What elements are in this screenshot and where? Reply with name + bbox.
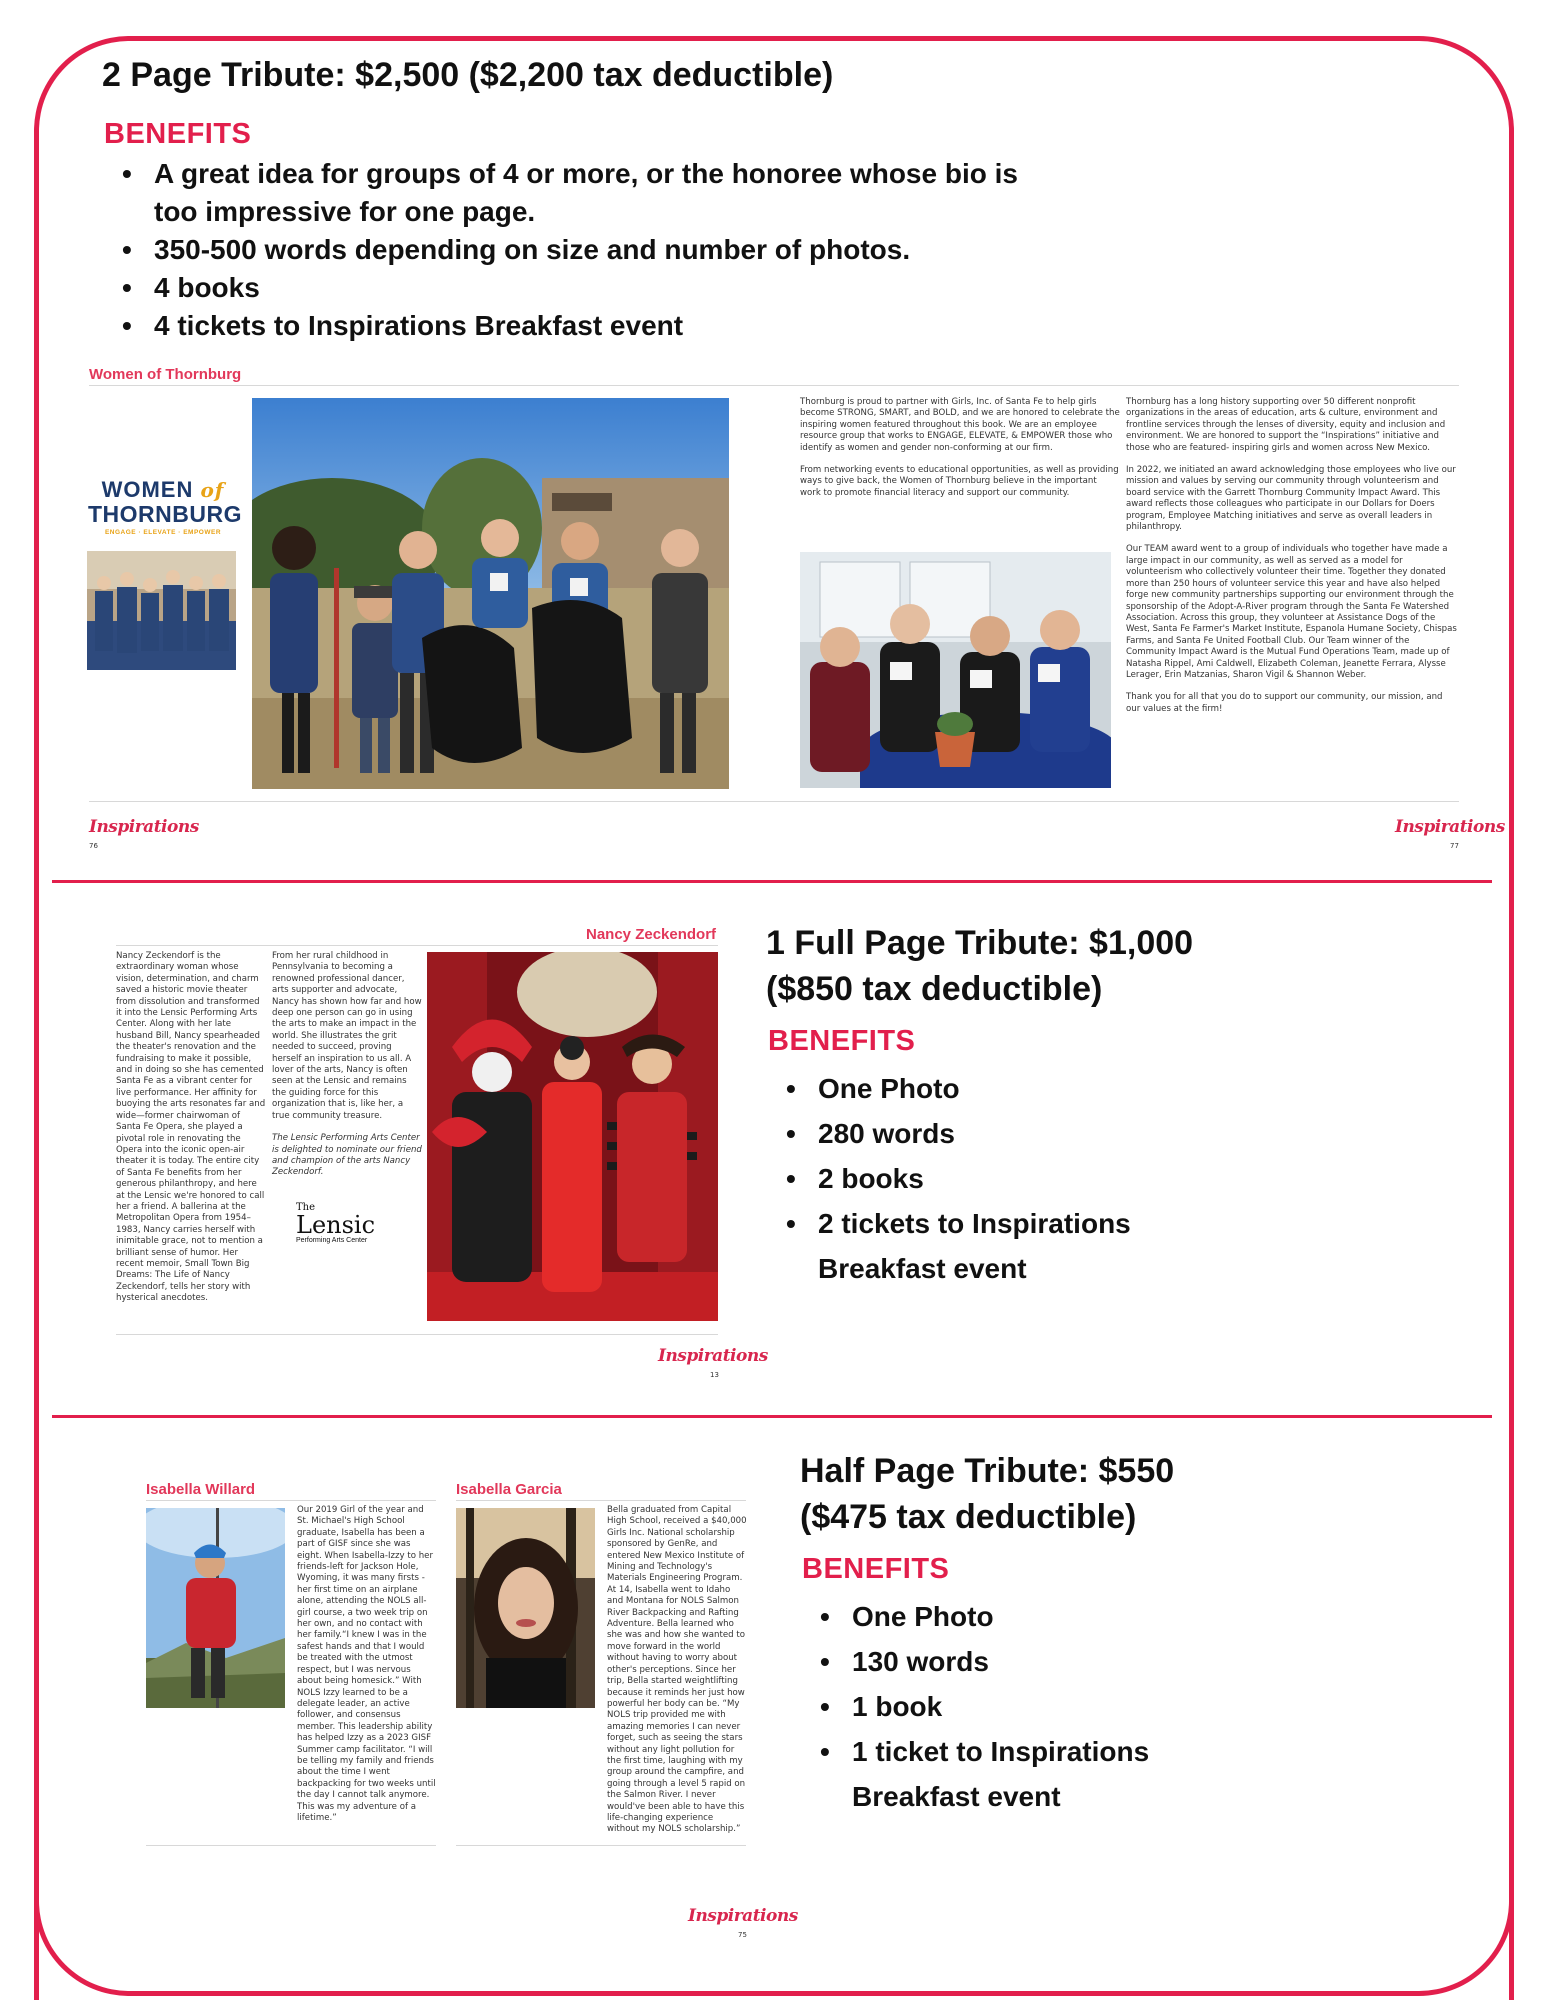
spread-top-rule [146,1500,436,1501]
inspirations-logo: Inspirations [1395,817,1505,837]
benefit-item: • 1 book [816,1684,1196,1729]
tribute-text-left: Our 2019 Girl of the year and St. Michael's High School graduate, Isabella has been a part of GISF since she was eight. When Isabella-Izzy to her friends-left for Jackson Hole, Wyoming, it was many firsts - her first time on an airplane alone, attending the NOLS all-girl course, a two week trip on her own, and no contact with her family.“I knew I was in the safest hands and that I would be treated with the utmost respect, but I was nervous about being homesick.” With NOLS Izzy learned to be a delegate leader, an active follower, and consensus member. This leadership ability has helped Izzy as a 2023 GISF Summer camp facilitator. “I will be telling my family and friends about the time I went backpacking for two weeks until the day I cannot talk anymore. This was my adventure of a lifetime.” [297,1505,436,1823]
tier-full-benefits-list [782,1066,1162,1291]
spread-top-rule [116,945,718,946]
tier-full-title: 1 Full Page Tribute: $1,000 ($850 tax deductible) [766,924,1194,1008]
spread-bottom-rule [146,1845,436,1846]
section-divider [52,880,1492,883]
benefit-item: • 280 words [782,1111,1162,1156]
tier-full-benefits-heading: BENEFITS [768,1025,916,1057]
lensic-logo: The Lensic Performing Arts Center [296,1202,376,1244]
benefit-item: • 1 ticket to Inspirations Breakfast event [816,1729,1196,1819]
benefit-item: • 4 books [118,269,1018,307]
group-photo-small [87,551,236,670]
spread-bottom-rule [456,1845,746,1846]
spread-bottom-rule [89,801,1459,802]
tribute-col2-text: From her rural childhood in Pennsylvania to becoming a renowned professional dancer, arts supporter and advocate, Nancy has shown how far and how deep one person can go in using the arts to make an impact in the world. She illustrates the grit needed to succeed, proving herself an inspiration to us all. A lover of the arts, Nancy is often seen at the Lensic and remains the guiding force for this organization that is, like her, a true community treasure. The Lensic Performing Arts Center is delighted to nominate our friend and champion of the arts Nancy Zeckendorf. [272,951,422,1178]
page-frame-bottom [34,1800,1514,1996]
honoree-name-left: Isabella Willard [146,1481,256,1498]
tier-half-title: Half Page Tribute: $550 ($475 tax deductible) [800,1452,1175,1536]
spread-top-rule [89,385,1459,386]
tier-half-benefits-heading: BENEFITS [802,1553,950,1585]
volunteer-cleanup-photo [252,398,729,789]
benefit-item: • A great idea for groups of 4 or more, or the honoree whose bio is too impressive for one page. [118,155,1018,231]
section-divider [52,1415,1492,1418]
women-of-thornburg-logo: WOMEN of THORNBURG ENGAGE · ELEVATE · EMPOWER [88,477,242,536]
benefit-item: • 2 tickets to Inspirations Breakfast event [782,1201,1162,1291]
page-number: 13 [710,1371,719,1379]
honoree-photo-left [146,1508,285,1708]
page-number-left: 76 [89,842,98,850]
benefit-item: • 4 tickets to Inspirations Breakfast event [118,307,1018,345]
tier-2page-benefits-heading: BENEFITS [104,118,252,150]
page-number: 75 [738,1931,747,1939]
benefit-item: • 2 books [782,1156,1162,1201]
tier-half-benefits-list [816,1594,1196,1819]
inspirations-logo: Inspirations [89,817,199,837]
spread-right-col1-text: Thornburg is proud to partner with Girls, Inc. of Santa Fe to help girls become STRONG, SMART, and BOLD, and we are honored to celebrate the inspiring women featured throughout this book. We are an employee resource group that works to ENGAGE, ELEVATE, & EMPOWER those who identify as women and gender non-conforming at our firm. From networking events to educational opportunities, as well as providing ways to give back, the Women of Thornburg believe in the important work to promote financial literacy and support our community. [800,397,1120,498]
spread-section-label: Women of Thornburg [89,366,242,383]
benefit-item: • One Photo [816,1594,1196,1639]
spread-bottom-rule [116,1334,718,1335]
benefit-item: • 350-500 words depending on size and number of photos. [118,231,1018,269]
benefit-item: • One Photo [782,1066,1162,1111]
spread-right-col2-text: Thornburg has a long history supporting over 50 different nonprofit organizations in the areas of education, arts & culture, environment and frontline services through the lenses of diversity, equity and inclusion and environment. We are honored to support the “Inspirations” initiative and those who are featured- inspiring girls and women across New Mexico. In 2022, we initiated an award acknowledging those employees who live our mission and values by serving our community through volunteerism and board service with the Garrett Thornburg Community Impact Award. This award reflects those colleagues who participate in our Dollars for Doers program, Employee Matching initiatives and serve as overall leaders in philanthropy. Our TEAM award went to a group of individuals who together have made a large impact in our community, as well as served as a model for volunteerism who collectively volunteer their time. Together they donated more than 250 hours of volunteer service this year and have also helped forge new community partnerships supporting our environment through the sponsorship of the Adopt-A-River program through the Santa Fe Watershed Association. Across this group, they volunteer at Assistance Dogs of the West, Santa Fe Farmer's Market Institute, Espanola Humane Society, Chispas Farms, and Santa Fe United Football Club. Our Team winner of the Community Impact Award is the Mutual Fund Operations Team, made up of Natasha Rippel, Ami Caldwell, Elizabeth Coleman, Jeanette Ferrara, Alysse Lerager, Erin Matzanias, Sharon Vigil & Shannon Weber. Thank you for all that you do to support our community, our mission, and our values at the firm! [1126,397,1457,714]
tier-2page-title: 2 Page Tribute: $2,500 ($2,200 tax deductible) [102,56,834,94]
inspirations-logo: Inspirations [658,1346,768,1366]
tribute-col1-text: Nancy Zeckendorf is the extraordinary woman whose vision, determination, and charm saved a historic movie theater from dissolution and transformed it into the Lensic Performing Arts Center. Along with her late husband Bill, Nancy spearheaded the theater's renovation and the fundraising to make it possible, and in doing so she has cemented Santa Fe as a vibrant center for live performance. Her affinity for buoying the arts resonates far and wide—former chairwoman of Santa Fe Opera, she played a pivotal role in renovating the Opera into the iconic open-air theater it is today. The entire city of Santa Fe benefits from her generous philanthropy, and here at the Lensic we're honored to call her a friend. A ballerina at the Metropolitan Opera from 1954–1983, Nancy carries herself with inimitable grace, not to mention a brilliant sense of humor. Her recent memoir, Small Town Big Dreams: The Life of Nancy Zeckendorf, tells her story with hysterical anecdotes. [116,951,266,1304]
tribute-text-right: Bella graduated from Capital High School, received a $40,000 Girls Inc. National scholarship sponsored by GenRe, and entered New Mexico Institute of Mining and Technology's Materials Engineering Program. At 14, Isabella went to Idaho and Montana for NOLS Salmon River Backpacking and Rafting Adventure. Bella learned who she was and how she wanted to move forward in the world without having to worry about other's perceptions. Since her trip, Bella started weightlifting because it reminds her just how powerful her body can be. “My NOLS trip provided me with amazing memories I can never forget, such as seeing the stars without any light pollution for the first time, laughing with my group around the campfire, and going through a level 5 rapid on the Salmon River. I never would've been able to have this life-changing experience without my NOLS scholarship.” [607,1505,747,1835]
honoree-name: Nancy Zeckendorf [586,926,717,943]
page-number-right: 77 [1450,842,1459,850]
tier-2page-benefits-list [118,155,1018,345]
spread-top-rule [456,1500,746,1501]
honoree-name-right: Isabella Garcia [456,1481,562,1498]
benefit-item: • 130 words [816,1639,1196,1684]
community-award-photo [800,552,1111,788]
honoree-photo [427,952,718,1321]
inspirations-logo: Inspirations [688,1906,798,1926]
honoree-photo-right [456,1508,595,1708]
